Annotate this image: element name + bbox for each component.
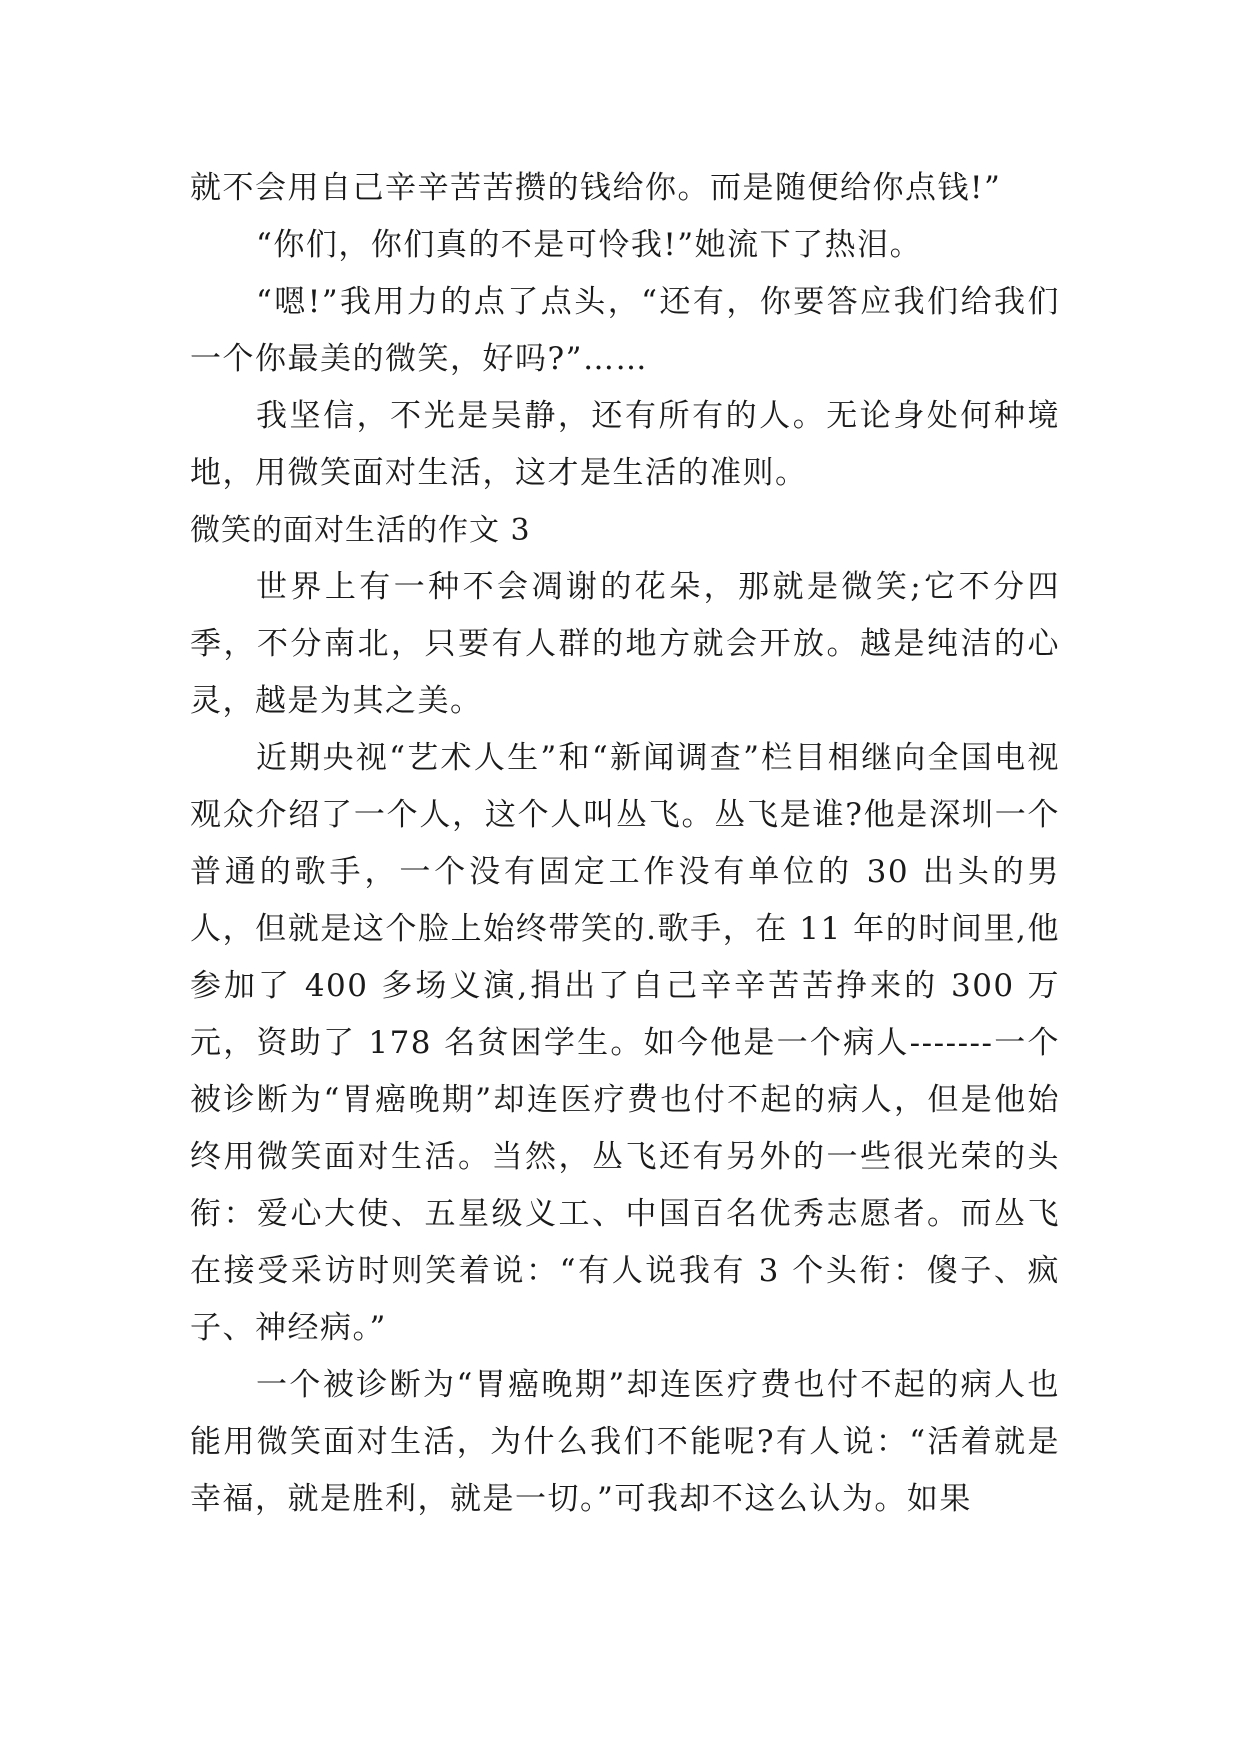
paragraph-reflection: 一个被诊断为“胃癌晚期”却连医疗费也付不起的病人也能用微笑面对生活，为什么我们不能呢?有人说：“活着就是幸福，就是胜利，就是一切。”可我却不这么认为。如果 — [190, 1367, 1060, 1517]
paragraph-congfei-story: 近期央视“艺术人生”和“新闻调查”栏目相继向全国电视观众介绍了一个人，这个人叫丛飞。丛飞是谁?他是深圳一个普通的歌手，一个没有固定工作没有单位的 30 出头的男人，但就是这个脸上始终带笑的.歌手，在 11 年的时间里,他参加了 400 多场义演,捐出了自己辛辛苦苦挣来的 300 万元，资助了 178 名贫困学生。如今他是一个病人-------一个被诊断为“胃癌晚期”却连医疗费也付不起的病人，但是他始终用微笑面对生活。当然，丛飞还有另外的一些很光荣的头衔：爱心大使、五星级义工、中国百名优秀志愿者。而丛飞在接受采访时则笑着说：“有人说我有 3 个头衔：傻子、疯子、神经病。” — [190, 740, 1060, 1346]
paragraph-intro: 世界上有一种不会凋谢的花朵，那就是微笑;它不分四季，不分南北，只要有人群的地方就会开放。越是纯洁的心灵，越是为其之美。 — [190, 569, 1060, 719]
document-body — [190, 160, 1060, 1528]
paragraph-conclusion: 我坚信，不光是吴静，还有所有的人。无论身处何种境地，用微笑面对生活，这才是生活的准则。 — [190, 398, 1060, 491]
paragraph-dialogue-1: “你们，你们真的不是可怜我!”她流下了热泪。 — [256, 227, 923, 263]
paragraph-continuation: 就不会用自己辛辛苦苦攒的钱给你。而是随便给你点钱!” — [190, 170, 1002, 206]
section-heading: 微笑的面对生活的作文 3 — [190, 513, 531, 548]
paragraph-dialogue-2: “嗯!”我用力的点了点头，“还有，你要答应我们给我们一个你最美的微笑，好吗?”…… — [190, 284, 1060, 377]
